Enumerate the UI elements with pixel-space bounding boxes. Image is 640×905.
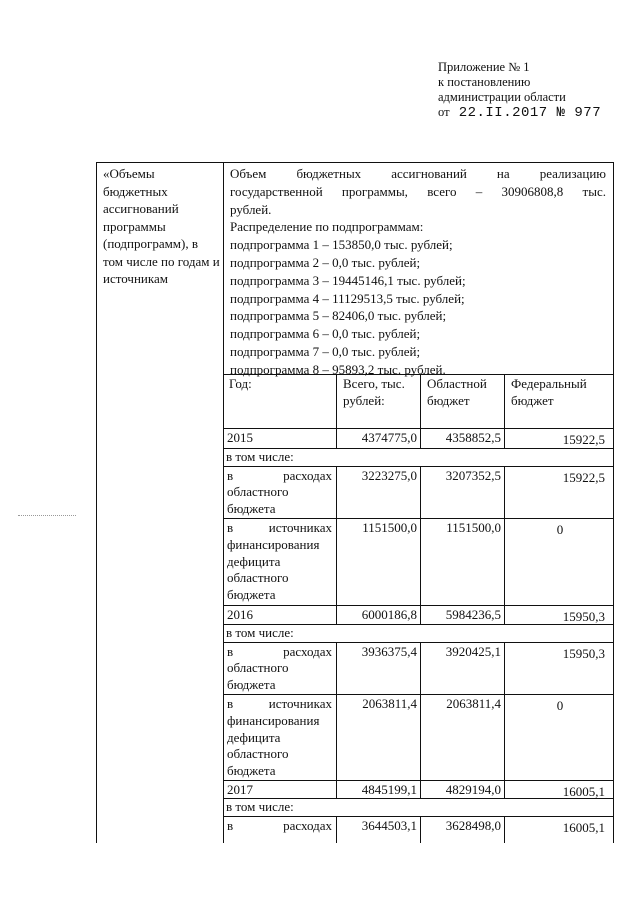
sources-regional-2016: 2063811,4 bbox=[446, 696, 501, 711]
sources-total-2016: 2063811,4 bbox=[362, 696, 417, 711]
subprogram-1: подпрограмма 1 – 153850,0 тыс. рублей; bbox=[230, 237, 453, 253]
subprogram-8: подпрограмма 8 – 95893,2 тыс. рублей. bbox=[230, 361, 446, 377]
funding-description bbox=[230, 165, 606, 379]
header-total: Всего, тыс. рублей: bbox=[343, 376, 405, 408]
federal-2015: 15922,5 bbox=[562, 432, 605, 447]
header-year: Год: bbox=[229, 376, 252, 391]
appendix-header bbox=[438, 60, 601, 121]
total-2017: 4845199,1 bbox=[361, 782, 417, 797]
total-line-2: государственной программы, всего – 30906808,8 тыс. bbox=[230, 183, 606, 199]
subprogram-6: подпрограмма 6 – 0,0 тыс. рублей; bbox=[230, 326, 421, 342]
expenses-label-2017-l1: в расходах bbox=[227, 818, 332, 833]
sources-label-2015-rest: финансирования дефицита областного бюджета bbox=[227, 537, 320, 602]
financing-table bbox=[223, 374, 613, 843]
date-number-stamp: 22.II.2017 № 977 bbox=[458, 105, 602, 121]
total-2015: 4374775,0 bbox=[361, 430, 417, 445]
subprogram-4: подпрограмма 4 – 11129513,5 тыс. рублей; bbox=[230, 290, 465, 306]
sources-federal-2016: 0 bbox=[556, 698, 564, 713]
expenses-label-2015-l1: в расходах bbox=[227, 468, 332, 483]
in-total-2015: в том числе: bbox=[226, 449, 294, 464]
expenses-total-2015: 3223275,0 bbox=[361, 468, 417, 483]
subprogram-3: подпрограмма 3 – 19445146,1 тыс. рублей; bbox=[230, 272, 466, 288]
appendix-date-line bbox=[438, 105, 601, 121]
appendix-authority: администрации области bbox=[438, 90, 566, 104]
sources-label-2016-l1: в источниках bbox=[227, 696, 332, 711]
federal-2017: 16005,1 bbox=[562, 784, 605, 799]
subprogram-5: подпрограмма 5 – 82406,0 тыс. рублей; bbox=[230, 308, 447, 324]
subprogram-7: подпрограмма 7 – 0,0 тыс. рублей; bbox=[230, 343, 421, 359]
expenses-label-2016-rest: областного бюджета bbox=[227, 660, 289, 692]
subprogram-2: подпрограмма 2 – 0,0 тыс. рублей; bbox=[230, 254, 421, 270]
appendix-title: Приложение № 1 bbox=[438, 60, 530, 74]
left-label-cell: «Объемы бюджетных ассигнований программы (подпрограмм), в том числе по годам и источникам bbox=[103, 166, 220, 286]
header-federal: Федеральный бюджет bbox=[511, 376, 587, 408]
appendix-resolution-ref: к постановлению bbox=[438, 75, 531, 89]
total-2016: 6000186,8 bbox=[361, 607, 417, 622]
sources-label-2016-rest: финансирования дефицита областного бюджета bbox=[227, 713, 320, 778]
expenses-total-2016: 3936375,4 bbox=[361, 644, 417, 659]
expenses-federal-2015: 15922,5 bbox=[562, 470, 605, 485]
total-line-3: рублей. bbox=[230, 201, 272, 217]
regional-2017: 4829194,0 bbox=[445, 782, 501, 797]
in-total-2016: в том числе: bbox=[226, 625, 294, 640]
regional-2016: 5984236,5 bbox=[445, 607, 501, 622]
date-prefix: от bbox=[438, 105, 450, 119]
total-line-1: Объем бюджетных ассигнований на реализацию bbox=[230, 166, 606, 181]
expenses-label-2015-rest: областного бюджета bbox=[227, 484, 289, 516]
regional-2015: 4358852,5 bbox=[445, 430, 501, 445]
expenses-total-2017: 3644503,1 bbox=[361, 818, 417, 833]
sources-federal-2015: 0 bbox=[556, 522, 564, 537]
margin-dots bbox=[18, 515, 76, 516]
in-total-2017: в том числе: bbox=[226, 799, 294, 814]
federal-2016: 15950,3 bbox=[562, 609, 605, 624]
expenses-regional-2017: 3628498,0 bbox=[445, 818, 501, 833]
distribution-title: Распределение по подпрограммам: bbox=[230, 219, 424, 235]
header-regional: Областной бюджет bbox=[427, 376, 487, 408]
year-2016: 2016 bbox=[227, 607, 253, 622]
year-2015: 2015 bbox=[227, 430, 253, 445]
expenses-label-2016-l1: в расходах bbox=[227, 644, 332, 659]
expenses-regional-2016: 3920425,1 bbox=[445, 644, 501, 659]
passport-table bbox=[96, 162, 614, 843]
expenses-federal-2016: 15950,3 bbox=[562, 646, 605, 661]
sources-total-2015: 1151500,0 bbox=[362, 520, 417, 535]
year-2017: 2017 bbox=[227, 782, 253, 797]
sources-regional-2015: 1151500,0 bbox=[446, 520, 501, 535]
expenses-regional-2015: 3207352,5 bbox=[445, 468, 501, 483]
sources-label-2015-l1: в источниках bbox=[227, 520, 332, 535]
expenses-federal-2017: 16005,1 bbox=[562, 820, 605, 835]
